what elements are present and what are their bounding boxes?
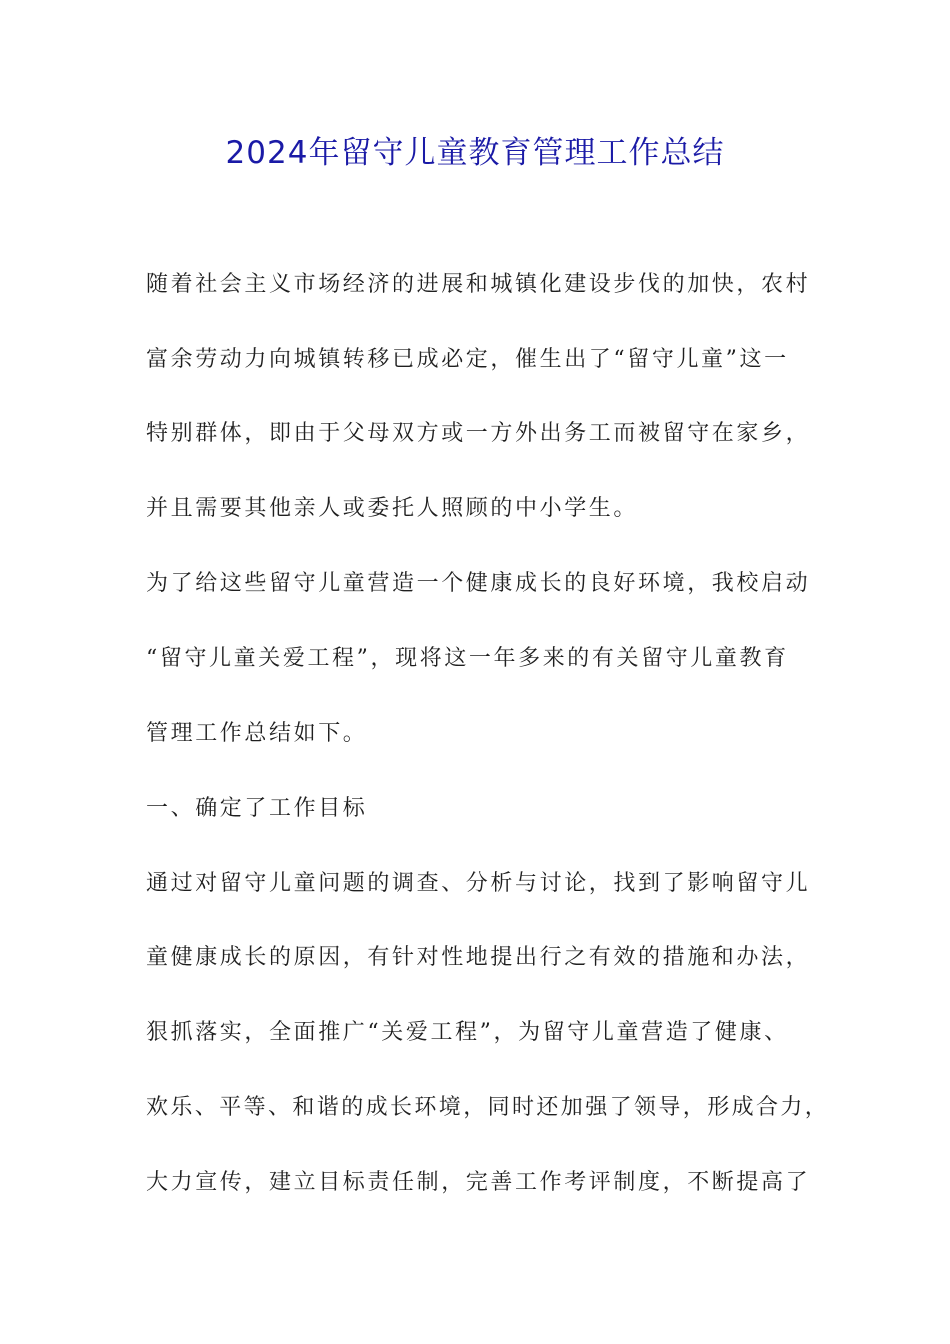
body-line-11: 狠抓落实，全面推广“关爱工程”，为留守儿童营造了健康、: [146, 1020, 789, 1045]
body-line-4: 并且需要其他亲人或委托人照顾的中小学生。: [146, 496, 639, 521]
body-line-7: 管理工作总结如下。: [146, 721, 368, 746]
body-line-1: 随着社会主义市场经济的进展和城镇化建设步伐的加快，农村: [146, 272, 811, 297]
section-heading-1: 一、确定了工作目标: [146, 796, 368, 821]
body-line-5: 为了给这些留守儿童营造一个健康成长的良好环境，我校启动: [146, 571, 811, 596]
body-line-9: 通过对留守儿童问题的调查、分析与讨论，找到了影响留守儿: [146, 871, 811, 896]
body-line-12: 欢乐、平等、和谐的成长环境，同时还加强了领导，形成合力，: [146, 1095, 830, 1120]
body-line-2: 富余劳动力向城镇转移已成必定，催生出了“留守儿童”这一: [146, 347, 789, 372]
body-line-10: 童健康成长的原因，有针对性地提出行之有效的措施和办法，: [146, 945, 811, 970]
body-line-3: 特别群体，即由于父母双方或一方外出务工而被留守在家乡，: [146, 421, 811, 446]
body-line-13: 大力宣传，建立目标责任制，完善工作考评制度，不断提高了: [146, 1170, 811, 1195]
body-line-6: “留守儿童关爱工程”，现将这一年多来的有关留守儿童教育: [146, 646, 789, 671]
document-title: 2024年留守儿童教育管理工作总结: [225, 135, 725, 171]
